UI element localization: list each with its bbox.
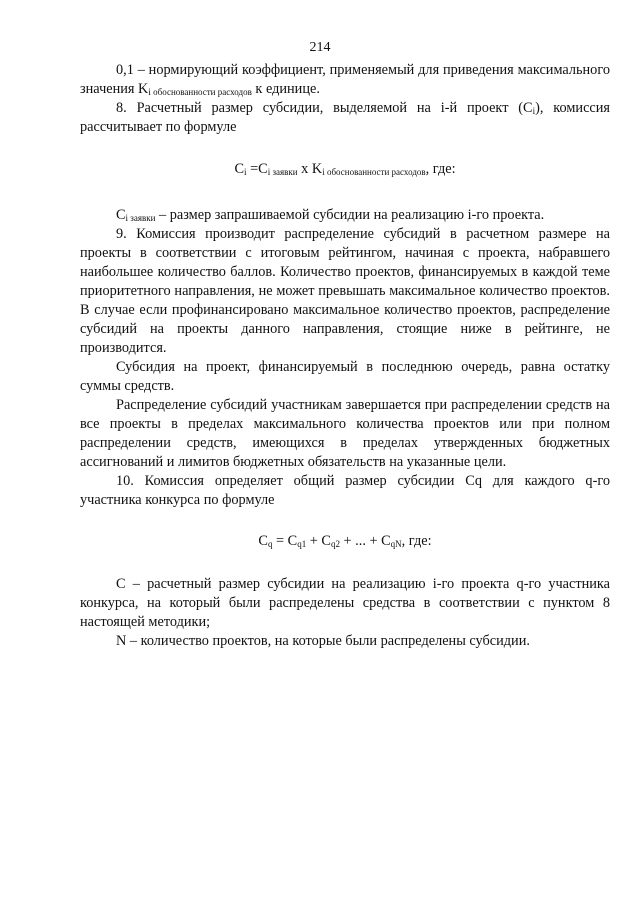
formula-total-subsidy <box>80 532 610 551</box>
formula-part: C <box>258 533 268 549</box>
formula-part: = C <box>272 533 298 549</box>
text: C <box>116 207 126 223</box>
paragraph-c-definition: C – расчетный размер субсидии на реализацию i-го проекта q-го участника конкурса, на который были распределены средства в соответствии с пунктом 8 настоящей методики; <box>80 576 610 630</box>
paragraph-item-9: 9. Комиссия производит распределение субсидий в расчетном размере на проекты в соответствии с итоговым рейтингом, начиная с проекта, набравшего наибольшее количество баллов. Количество проектов, финансируемых в каждой теме приоритетного направления, не может превышать максимальное количество проектов. В случае если профинансировано максимальное количество проектов, распределение субсидий на проекты данного направления, стоящие ниже в рейтинге, не производится. <box>80 226 610 356</box>
formula-subscript: q2 <box>330 539 340 549</box>
formula-part: =C <box>246 161 268 177</box>
text: 0,1 – нормирующий коэффициент, применяемый для приведения максимального значения K <box>80 62 610 97</box>
formula-subsidy <box>80 160 610 179</box>
paragraph-n-definition: N – количество проектов, на которые были распределены субсидии. <box>116 633 530 649</box>
formula-part: x K <box>297 161 323 177</box>
formula-subscript: qN <box>390 539 402 549</box>
paragraph-distribution-complete: Распределение субсидий участникам завершается при распределении средств на все проекты в пределах максимального количества проектов или при полном распределении средств, имеющихся в пределах утвержденных бюджетных ассигнований и лимитов бюджетных обязательств на указанные цели. <box>80 397 610 470</box>
formula-part: C <box>234 161 244 177</box>
formula-subscript: q <box>267 539 273 549</box>
text: ), комиссия рассчитывает по формуле <box>80 100 611 135</box>
subscript: i <box>532 106 536 116</box>
subscript: i обоснованности расходов <box>148 87 252 97</box>
text: к единице. <box>251 81 320 97</box>
paragraph-requested-subsidy <box>80 206 610 225</box>
formula-subscript: q1 <box>297 539 307 549</box>
text: – размер запрашиваемой субсидии на реализацию i-го проекта. <box>155 207 545 223</box>
paragraph-normalizing-coefficient <box>80 61 610 99</box>
page-content <box>80 61 610 651</box>
formula-subscript: i заявки <box>267 167 298 177</box>
text: 8. Расчетный размер субсидии, выделяемой на i-й проект (C <box>116 100 533 116</box>
formula-subscript: i обоснованности расходов <box>322 167 426 177</box>
formula-part: , где: <box>401 533 432 549</box>
paragraph-last-subsidy: Субсидия на проект, финансируемый в последнюю очередь, равна остатку суммы средств. <box>80 359 610 394</box>
formula-part: + C <box>306 533 331 549</box>
paragraph-item-10: 10. Комиссия определяет общий размер субсидии Cq для каждого q-го участника конкурса по формуле <box>80 473 610 508</box>
subscript: i заявки <box>125 213 156 223</box>
paragraph-item-8 <box>80 99 610 137</box>
page-number: 214 <box>309 40 331 55</box>
formula-subscript: i <box>243 167 247 177</box>
formula-part: , где: <box>425 161 456 177</box>
formula-part: + ... + C <box>339 533 391 549</box>
